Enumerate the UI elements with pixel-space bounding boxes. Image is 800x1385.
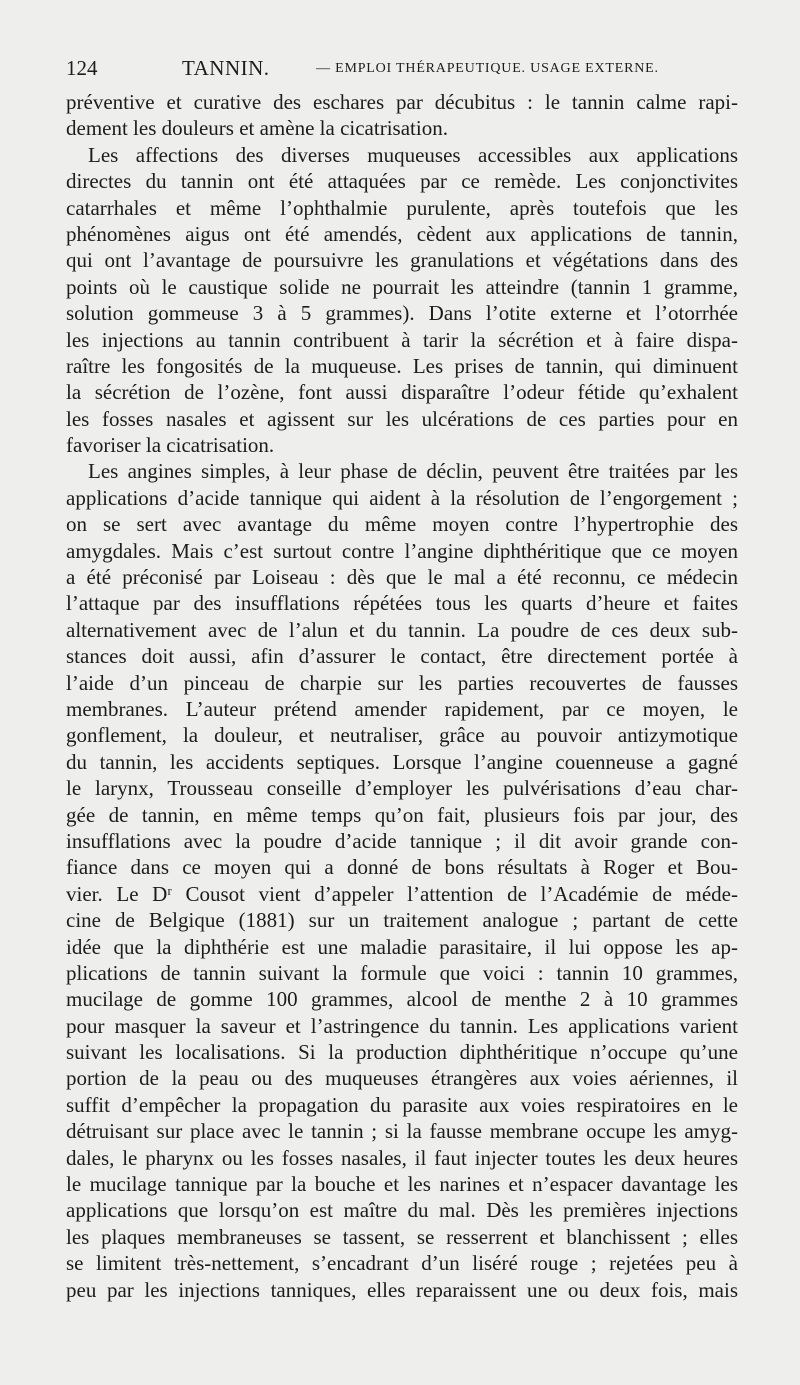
text-line: vier. Le Dʳ Cousot vient d’appeler l’attention de l’Académie de méde- <box>66 881 738 906</box>
text-line: catarrhales et même l’ophthalmie purulente, après toutefois que les <box>66 195 738 220</box>
text-line: dement les douleurs et amène la cicatrisation. <box>66 116 448 141</box>
text-line: du tannin, les accidents septiques. Lorsque l’angine couenneuse a gagné <box>66 749 738 774</box>
text-line: les injections au tannin contribuent à tarir la sécrétion et à faire dispa- <box>66 327 738 352</box>
text-line: a été préconisé par Loiseau : dès que le mal a été reconnu, ce médecin <box>66 565 738 590</box>
text-line: applications que lorsqu’on est maître du mal. Dès les premières injections <box>66 1198 738 1223</box>
text-line: l’attaque par des insufflations répétées tous les quarts d’heure et faites <box>66 591 738 616</box>
text-line: amygdales. Mais c’est surtout contre l’angine diphthéritique que ce moyen <box>66 538 738 563</box>
text-line: cine de Belgique (1881) sur un traitement analogue ; partant de cette <box>66 908 738 933</box>
text-line: suffit d’empêcher la propagation du parasite aux voies respiratoires en le <box>66 1092 738 1117</box>
text-line: on se sert avec avantage du même moyen contre l’hypertrophie des <box>66 512 738 537</box>
text-line: le mucilage tannique par la bouche et les narines et n’espacer davantage les <box>66 1172 738 1197</box>
text-line: Les affections des diverses muqueuses accessibles aux applications <box>88 142 738 167</box>
text-line: alternativement avec de l’alun et du tannin. La poudre de ces deux sub- <box>66 617 738 642</box>
text-line: qui ont l’avantage de poursuivre les granulations et végétations dans des <box>66 248 738 273</box>
text-line: les plaques membraneuses se tassent, se resserrent et blanchissent ; elles <box>66 1224 738 1249</box>
text-line: mucilage de gomme 100 grammes, alcool de menthe 2 à 10 grammes <box>66 987 738 1012</box>
header-title: TANNIN. <box>182 56 270 80</box>
text-line: applications d’acide tannique qui aident à la résolution de l’engorgement ; <box>66 485 738 510</box>
text-line: fiance dans ce moyen qui a donné de bons résultats à Roger et Bou- <box>66 855 738 880</box>
text-line: points où le caustique solide ne pourrait les atteindre (tannin 1 gramme, <box>66 274 738 299</box>
running-header <box>66 56 738 84</box>
text-line: gée de tannin, en même temps qu’on fait, plusieurs fois par jour, des <box>66 802 738 827</box>
text-line: suivant les localisations. Si la production diphthéritique n’occupe qu’une <box>66 1040 738 1065</box>
text-line: plications de tannin suivant la formule que voici : tannin 10 grammes, <box>66 960 738 985</box>
text-line: favoriser la cicatrisation. <box>66 433 275 458</box>
text-line: directes du tannin ont été attaquées par ce remède. Les conjonctivites <box>66 169 738 194</box>
text-line: dales, le pharynx ou les fosses nasales, il faut injecter toutes les deux heures <box>66 1145 738 1170</box>
text-line: l’aide d’un pinceau de charpie sur les parties recouvertes de fausses <box>66 670 738 695</box>
text-line: portion de la peau ou des muqueuses étrangères aux voies aériennes, il <box>66 1066 738 1091</box>
text-line: membranes. L’auteur prétend amender rapidement, par ce moyen, le <box>66 696 738 721</box>
text-line: les fosses nasales et agissent sur les ulcérations de ces parties pour en <box>66 406 738 431</box>
text-line: idée que la diphthérie est une maladie parasitaire, il lui oppose les ap- <box>66 934 738 959</box>
page-number: 124 <box>66 56 98 80</box>
text-line: se limitent très-nettement, s’encadrant d’un liséré rouge ; rejetées peu à <box>66 1251 738 1276</box>
text-line: le larynx, Trousseau conseille d’employer les pulvérisations d’eau char- <box>66 776 738 801</box>
text-line: détruisant sur place avec le tannin ; si la fausse membrane occupe les amyg- <box>66 1119 738 1144</box>
text-line: gonflement, la douleur, et neutraliser, grâce au pouvoir antizymotique <box>66 723 738 748</box>
text-line: Les angines simples, à leur phase de déclin, peuvent être traitées par les <box>88 459 738 484</box>
text-line: solution gommeuse 3 à 5 grammes). Dans l’otite externe et l’otorrhée <box>66 301 738 326</box>
text-line: la sécrétion de l’ozène, font aussi disparaître l’odeur fétide qu’exhalent <box>66 380 738 405</box>
text-line: peu par les injections tanniques, elles reparaissent une ou deux fois, mais <box>66 1277 738 1302</box>
header-subtitle: — EMPLOI THÉRAPEUTIQUE. USAGE EXTERNE. <box>316 61 659 76</box>
text-line: raître les fongosités de la muqueuse. Les prises de tannin, qui diminuent <box>66 353 738 378</box>
text-line: pour masquer la saveur et l’astringence du tannin. Les applications varient <box>66 1013 738 1038</box>
text-line: insufflations avec la poudre d’acide tannique ; il dit avoir grande con- <box>66 828 738 853</box>
body-text <box>66 89 738 1303</box>
text-line: phénomènes aigus ont été amendés, cèdent aux applications de tannin, <box>66 221 738 246</box>
text-line: stances doit aussi, afin d’assurer le contact, être directement portée à <box>66 644 738 669</box>
text-line: préventive et curative des eschares par décubitus : le tannin calme rapi- <box>66 90 738 114</box>
